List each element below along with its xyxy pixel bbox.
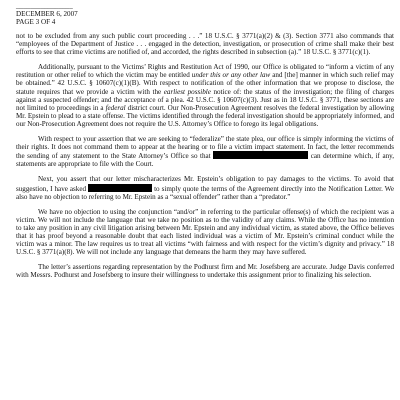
paragraph-4-text: to simply quote the terms of the Agreement directly into the Notification Letter. We also have no objection to referring to Mr. Epstein as a “sexual offender” rather than a “predator.”	[16, 184, 394, 201]
header-recipient-line: ________________	[16, 2, 73, 10]
paragraph-6: The letter’s assertions regarding representation by the Podhurst firm and Mr. Josefsberg are accurate. Judge Davis conferred with Messrs. Podhurst and Josefsberg to insure their willingness to undertake this assignment prior to finalizing his selection.	[16, 263, 394, 280]
paragraph-3	[16, 135, 394, 168]
paragraph-5: We have no objection to using the conjunction “and/or” in referring to the particular offense(s) of which the recipient was a victim. We will not include the language that we take no position as to the validity of any claims. While the Office has no intention to take any position in any civil litigation arising between Mr. Epstein and any individual victim, as stated above, the Office believes that it has proof beyond a reasonable doubt that each listed individual was a victim of Mr. Epstein’s criminal conduct while the victim was a minor. The law requires us to treat all victims “with fairness and with respect for the victim’s dignity and privacy.” 18 U.S.C. § 3771(a)(8). We will not include any language that demeans the harm they may have suffered.	[16, 207, 394, 257]
header-date: DECEMBER 6, 2007	[16, 10, 78, 18]
paragraph-2-text: and [the] manner in which such relief may be obtained.” 42 U.S.C. § 10607(c)(1)(B). With respect to notification of the other information that we propose to disclose, the statute requires that we provide a victim with the	[16, 71, 394, 96]
redaction-block	[88, 184, 152, 192]
paragraph-4-text: Next, you assert that our letter mischaracterizes Mr. Epstein’s obligation to pay damages to the victims. To avoid that suggestion, I have asked	[16, 175, 394, 193]
paragraph-2-text: Additionally, pursuant to the Victims’ Rights and Restitution Act of 1990, our Office is obligated to “inform a victim of any restitution or other relief to which the victim may be entitled	[16, 63, 394, 80]
paragraph-2-italic: earliest possible	[163, 87, 211, 96]
paragraph-3-text: can determine which, if any, statements are appropriate to file with the Court.	[16, 152, 394, 169]
paragraph-2-text: notice of: the status of the investigation; the filing of charges against a suspected offender; and the acceptance of a plea. 42 U.S.C. § 10607(c)(3). Just as in 18 U.S.C. § 3771, these sections are not limited to proceedings in a	[16, 87, 394, 112]
redaction-block	[213, 151, 308, 159]
paragraph-4	[16, 175, 394, 200]
paragraph-2-italic: under this or any other law	[191, 71, 271, 80]
paragraph-1: not to be excluded from any such public court proceeding . . .” 18 U.S.C. § 3771(a)(2) & (3). Section 3771 also commands that “employees of the Department of Justice . . . engaged in the detection, investigation, or prosecution of crime shall make their best efforts to see that crime victims are notified of, and accorded, the rights described in subsection (a).” 18 U.S.C. § 3771(c)(1).	[16, 32, 394, 57]
header-page-number: PAGE 3 OF 4	[16, 18, 56, 26]
paragraph-2	[16, 63, 394, 128]
paragraph-2-text: district court. Our Non-Prosecution Agreement resolves the federal investigation by allowing Mr. Epstein to plead to a state offense. The victims identified through the federal investigation should be appropriately informed, and our Non-Prosecution Agreement does not require the U.S. Attorney’s Office to forego its legal obligations.	[16, 103, 394, 128]
page-header	[16, 2, 394, 26]
paragraph-3-text: With respect to your assertion that we are seeking to “federalize” the state plea, our office is simply informing the victims of their rights. It does not command them to appear at the hearing or to file a victim impact statement. In fact, the letter recommends the sending of any statement to the State Attorney’s Office so that	[16, 135, 394, 161]
paragraph-2-italic: federal	[105, 103, 126, 112]
